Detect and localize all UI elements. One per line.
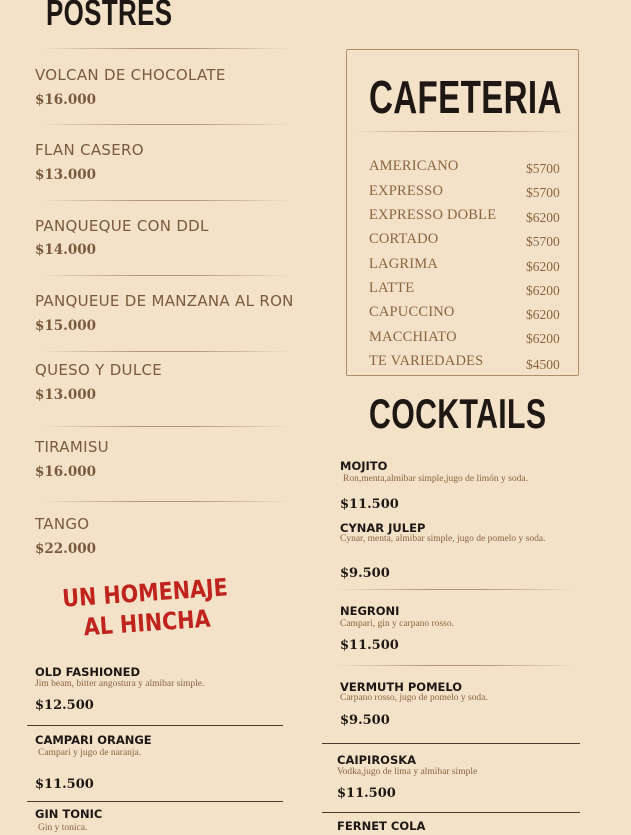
cocktail-name: CAIPIROSKA bbox=[337, 753, 417, 767]
cocktail-desc: Gin y tonica. bbox=[38, 823, 88, 833]
dessert-name: VOLCAN DE CHOCOLATE bbox=[35, 66, 226, 84]
divider bbox=[322, 812, 580, 813]
cafe-item-price: $5700 bbox=[526, 161, 560, 176]
dessert-price: $16.000 bbox=[35, 464, 97, 480]
homenaje-heading bbox=[50, 571, 243, 644]
cocktail-price: $11.500 bbox=[337, 786, 396, 801]
divider bbox=[40, 426, 290, 427]
cocktail-name: GIN TONIC bbox=[35, 807, 103, 821]
cocktail-desc: Cynar, menta, almibar simple, jugo de pomelo y soda. bbox=[340, 534, 546, 544]
cocktail-desc: Carpano rosso, jugo de pomelo y soda. bbox=[340, 693, 488, 703]
divider bbox=[40, 200, 290, 201]
dessert-price: $22.000 bbox=[35, 541, 97, 557]
cafe-item-name: TE VARIEDADES bbox=[369, 353, 484, 369]
cocktail-name: VERMUTH POMELO bbox=[340, 680, 463, 694]
cafe-item-price: $5700 bbox=[526, 234, 560, 249]
divider bbox=[40, 501, 290, 502]
dessert-price: $13.000 bbox=[35, 167, 97, 183]
dessert-name: FLAN CASERO bbox=[35, 141, 144, 159]
cafe-item-name: CORTADO bbox=[369, 231, 439, 247]
dessert-name: QUESO Y DULCE bbox=[35, 361, 163, 379]
cafe-item-price: $6200 bbox=[526, 331, 560, 346]
cafe-item-name: EXPRESSO DOBLE bbox=[369, 207, 497, 223]
cafe-item-name: LAGRIMA bbox=[369, 256, 439, 272]
divider bbox=[40, 48, 290, 49]
cafe-item-price: $6200 bbox=[526, 210, 560, 225]
cocktail-desc: Ron,menta,almibar simple,jugo de limón y soda. bbox=[343, 474, 528, 484]
cocktail-price: $11.500 bbox=[340, 497, 399, 512]
dessert-name: TIRAMISU bbox=[35, 438, 109, 456]
cafe-item-name: CAPUCCINO bbox=[369, 304, 455, 320]
divider bbox=[335, 665, 575, 666]
divider bbox=[27, 725, 283, 726]
cocktail-price: $11.500 bbox=[340, 638, 399, 653]
cocktail-price: $9.500 bbox=[340, 713, 390, 728]
cocktail-name: NEGRONI bbox=[340, 604, 400, 618]
dessert-price: $16.000 bbox=[35, 92, 97, 108]
cocktail-price: $11.500 bbox=[35, 777, 94, 792]
cocktails-title: COCKTAILS bbox=[369, 390, 547, 437]
cocktail-name: CAMPARI ORANGE bbox=[35, 733, 152, 747]
divider bbox=[27, 801, 283, 802]
divider bbox=[40, 124, 290, 125]
cocktail-desc: Jim beam, bitter angostura y almibar simple. bbox=[35, 679, 205, 689]
cocktail-desc: Vodka,jugo de lima y almibar simple bbox=[337, 767, 478, 777]
cafe-item-price: $6200 bbox=[526, 259, 560, 274]
dessert-name: PANQUEQUE CON DDL bbox=[35, 217, 209, 235]
dessert-price: $15.000 bbox=[35, 318, 97, 334]
cafe-item-price: $6200 bbox=[526, 307, 560, 322]
cocktail-name: FERNET COLA bbox=[337, 819, 426, 833]
divider bbox=[322, 743, 580, 744]
divider bbox=[335, 589, 575, 590]
cocktail-name: CYNAR JULEP bbox=[340, 521, 426, 535]
cafe-item-name: MACCHIATO bbox=[369, 329, 457, 345]
divider bbox=[40, 275, 290, 276]
cafe-item-name: LATTE bbox=[369, 280, 415, 296]
dessert-price: $14.000 bbox=[35, 242, 97, 258]
cocktail-name: OLD FASHIONED bbox=[35, 665, 141, 679]
cafeteria-title: CAFETERIA bbox=[369, 71, 562, 123]
postres-title: POSTRES bbox=[46, 0, 173, 33]
dessert-name: PANQUEUE DE MANZANA AL RON bbox=[35, 292, 294, 310]
cocktail-desc: Campari y jugo de naranja. bbox=[38, 748, 142, 758]
cafe-item-price: $6200 bbox=[526, 283, 560, 298]
cocktail-price: $9.500 bbox=[340, 566, 390, 581]
divider bbox=[40, 351, 290, 352]
dessert-name: TANGO bbox=[35, 515, 90, 533]
cafe-item-price: $4500 bbox=[526, 357, 560, 372]
divider bbox=[352, 131, 572, 132]
cocktail-desc: Campari, gin y carpano rosso. bbox=[340, 619, 454, 629]
cafe-item-price: $5700 bbox=[526, 185, 560, 200]
dessert-price: $13.000 bbox=[35, 387, 97, 403]
cocktail-price: $12.500 bbox=[35, 698, 94, 713]
cocktail-name: MOJITO bbox=[340, 459, 388, 473]
cafe-item-name: AMERICANO bbox=[369, 158, 459, 174]
homenaje-line-2: AL HINCHA bbox=[82, 604, 212, 642]
homenaje-line-1: UN HOMENAJE bbox=[61, 573, 229, 613]
cafe-item-name: EXPRESSO bbox=[369, 183, 444, 199]
